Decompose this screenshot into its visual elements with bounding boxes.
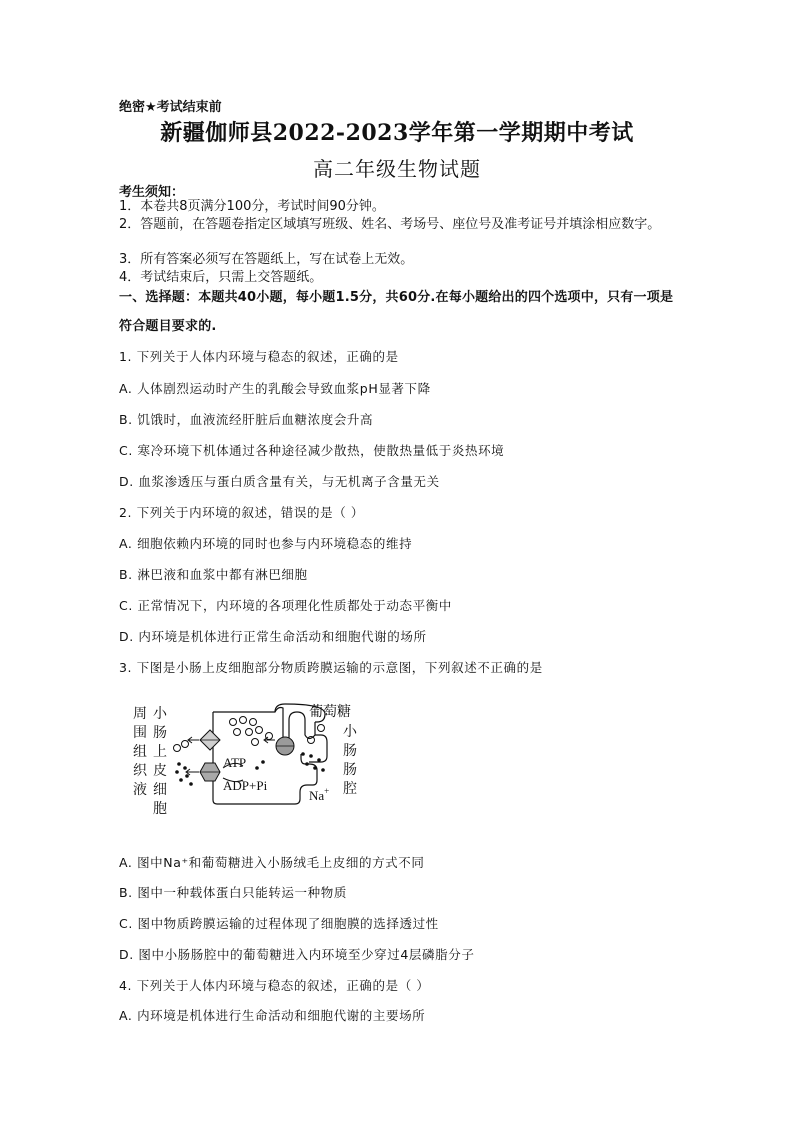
- exam-subtitle: 高二年级生物试题: [313, 157, 481, 181]
- question-2-stem: 2. 下列关于内环境的叙述，错误的是（ ）: [119, 505, 364, 520]
- exam-title: 新疆伽师县2022-2023学年第一学期期中考试: [160, 120, 634, 146]
- section-heading: 一、选择题：本题共40小题，每小题1.5分，共60分.在每小题给出的四个选项中，只有一项是符合题目要求的.: [119, 290, 674, 334]
- question-3-stem: 3. 下图是小肠上皮细胞部分物质跨膜运输的示意图，下列叙述不正确的是: [119, 660, 543, 675]
- question-1-option-a: A. 人体剧烈运动时产生的乳酸会导致血浆pH显著下降: [119, 381, 431, 396]
- label-glucose: 葡萄糖: [309, 704, 351, 720]
- question-3-option-d: D. 图中小肠肠腔中的葡萄糖进入内环境至少穿过4层磷脂分子: [119, 947, 475, 962]
- label-na: Na+: [309, 786, 330, 803]
- question-2-option-d: D. 内环境是机体进行正常生命活动和细胞代谢的场所: [119, 629, 427, 644]
- question-4-option-a: A. 内环境是机体进行生命活动和细胞代谢的主要场所: [119, 1008, 426, 1023]
- notice-heading: 考生须知：: [119, 185, 185, 200]
- label-adp-pi: ADP+Pi: [223, 778, 268, 793]
- question-4-stem: 4. 下列关于人体内环境与稳态的叙述，正确的是（ ）: [119, 978, 430, 993]
- notice-item-4: 4．考试结束后，只需上交答题纸。: [119, 270, 323, 285]
- question-2-option-b: B. 淋巴液和血浆中都有淋巴细胞: [119, 567, 308, 582]
- question-3-option-c: C. 图中物质跨膜运输的过程体现了细胞膜的选择透过性: [119, 916, 439, 931]
- question-3-option-a: A. 图中Na⁺和葡萄糖进入小肠绒毛上皮细的方式不同: [119, 855, 425, 870]
- notice-item-3: 3．所有答案必须写在答题纸上，写在试卷上无效。: [119, 252, 414, 267]
- label-atp: ATP: [223, 755, 247, 770]
- confidential-mark: 绝密★考试结束前: [119, 100, 222, 115]
- question-1-stem: 1. 下列关于人体内环境与稳态的叙述，正确的是: [119, 349, 399, 364]
- question-2-option-c: C. 正常情况下，内环境的各项理化性质都处于动态平衡中: [119, 598, 452, 613]
- notice-item-2: 2．答题前，在答题卷指定区域填写班级、姓名、考场号、座位号及准考证号并填涂相应数字。: [119, 217, 661, 232]
- question-1-option-b: B. 饥饿时，血液流经肝脏后血糖浓度会升高: [119, 412, 374, 427]
- question-1-option-d: D. 血浆渗透压与蛋白质含量有关，与无机离子含量无关: [119, 474, 440, 489]
- membrane-transport-diagram: [125, 700, 365, 850]
- label-intestinal-lumen: 小肠肠腔: [343, 724, 357, 797]
- question-3-option-b: B. 图中一种载体蛋白只能转运一种物质: [119, 885, 347, 900]
- notice-item-1: 1．本卷共8页满分100分，考试时间90分钟。: [119, 199, 385, 214]
- label-intestinal-epithelial-cell: 小肠上皮细胞: [153, 706, 167, 817]
- question-2-option-a: A. 细胞依赖内环境的同时也参与内环境稳态的维持: [119, 536, 413, 551]
- question-1-option-c: C. 寒冷环境下机体通过各种途径减少散热，使散热量低于炎热环境: [119, 443, 505, 458]
- label-surrounding-tissue-fluid: 周围组织液: [133, 706, 147, 798]
